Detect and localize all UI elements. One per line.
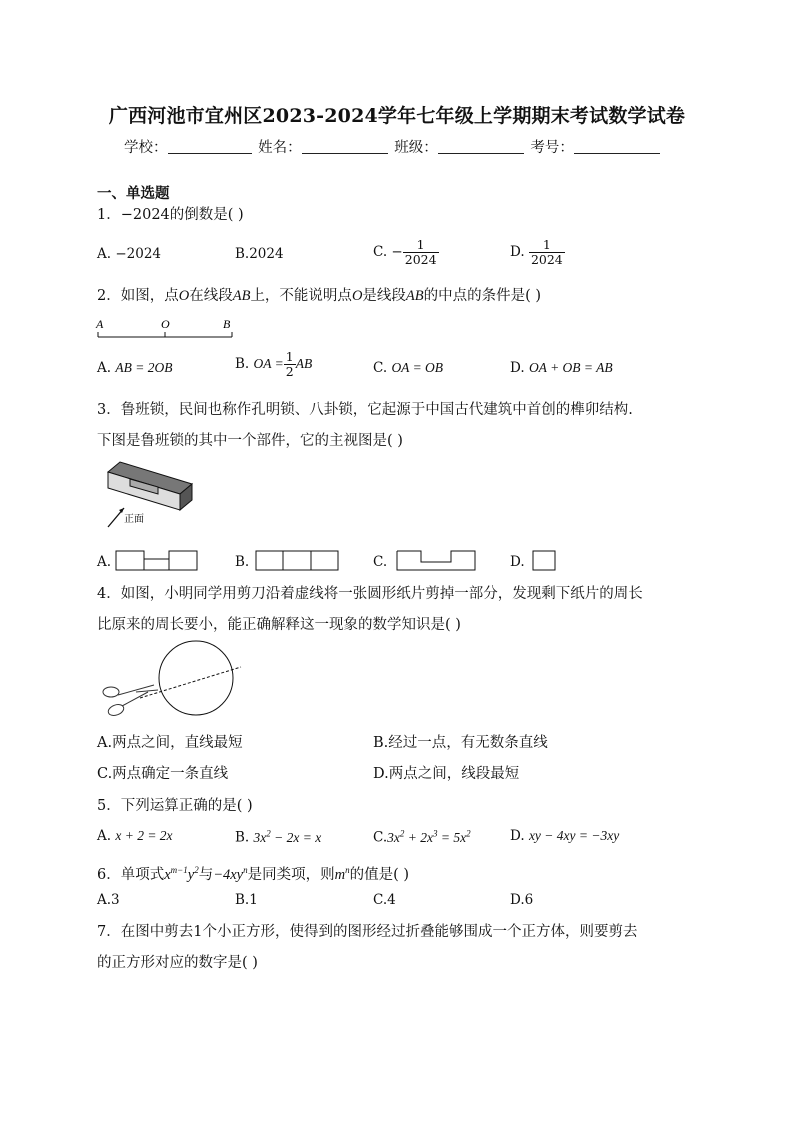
q1-option-b[interactable]: B.2024 [235,246,284,262]
q4-option-c[interactable]: C.两点确定一条直线 [97,766,229,782]
number-blank[interactable] [574,139,660,154]
q5-option-d[interactable]: D. xy − 4xy = −3xy [510,828,620,844]
q6-stem: 6．单项式$x^{m-1}y^2$与$-4xy^n$是同类项，则$m^n$的值是( ) [97,865,410,883]
q3-line-1: 3．鲁班锁，民间也称作孔明锁、八卦锁，它起源于中国古代建筑中首创的榫卯结构. [97,402,633,418]
fraction: $\frac{1}{2}$ [285,349,294,379]
fraction: $\frac{1}{2024}$ [404,237,437,267]
name-blank[interactable] [302,139,388,154]
q6-option-a[interactable]: A.3 [97,892,120,908]
q1-option-c[interactable]: C. − $\frac{1}{2024}$ [373,237,437,267]
q4-option-d[interactable]: D.两点之间，线段最短 [373,766,520,782]
q7-line-1: 7．在图中剪去1个小正方形，使得到的图形经过折叠能够围成一个正方体，则要剪去 [97,924,638,940]
q5-option-c[interactable]: $C.3x^2 + 2x^3 = 5x^2$ [373,828,471,846]
number-label: 考号： [530,140,574,156]
front-label: 正面 [124,514,144,525]
front-view-c-icon [391,549,477,571]
q3-option-c[interactable]: C. [373,549,477,571]
q2-option-d[interactable]: D. OA + OB = AB [510,360,613,376]
point-b-label: B [223,317,231,331]
point-o-label: O [161,317,170,331]
student-info-line [124,136,662,157]
segment-ab-figure [94,314,244,346]
q7-line-2: 的正方形对应的数字是( ) [97,955,258,971]
luban-lock-figure [100,460,200,532]
q4-line-1: 4．如图，小明同学用剪刀沿着虚线将一张圆形纸片剪掉一部分，发现剩下纸片的周长 [97,586,643,602]
point-a-label: A [96,317,104,331]
scissors-icon [103,685,158,717]
circle-cut-figure [96,640,246,722]
q4-option-a[interactable]: A.两点之间，直线最短 [97,735,243,751]
q6-option-d[interactable]: D.6 [510,892,534,908]
q4-line-2: 比原来的周长要小，能正确解释这一现象的数学知识是( ) [97,617,461,633]
q3-option-d[interactable]: D. [510,549,559,571]
q1-option-a[interactable]: A. −2024 [97,246,161,262]
q4-option-b[interactable]: B.经过一点，有无数条直线 [373,735,548,751]
school-label: 学校： [124,140,168,156]
q3-line-2: 下图是鲁班锁的其中一个部件，它的主视图是( ) [97,433,403,449]
q1-option-d[interactable]: D. $\frac{1}{2024}$ [510,237,563,267]
front-view-d-icon [529,549,559,571]
q2-stem: 2．如图，点O在线段AB上，不能说明点O是线段AB的中点的条件是( ) [97,288,542,304]
q2-option-b[interactable]: B. OA = $\frac{1}{2}$ AB [235,349,313,379]
front-view-a-icon [115,549,199,571]
q6-option-c[interactable]: C.4 [373,892,396,908]
page-title: 广西河池市宜州区2023-2024学年七年级上学期期末考试数学试卷 [108,105,686,127]
class-blank[interactable] [438,139,524,154]
class-label: 班级： [394,140,438,156]
q5-option-a[interactable]: A. x + 2 = 2x [97,828,173,844]
q5-option-b[interactable]: B. $3x^2 - 2x = x$ [235,828,322,846]
fraction: $\frac{1}{2024}$ [530,237,563,267]
q3-option-b[interactable]: B. [235,549,340,571]
q1-stem: 1．−2024的倒数是( ) [97,207,244,223]
q5-stem: 5．下列运算正确的是( ) [97,798,253,814]
q3-option-a[interactable]: A. [97,549,199,571]
q6-option-b[interactable]: B.1 [235,892,258,908]
section-heading: 一、单选题 [97,185,170,202]
name-label: 姓名： [258,140,302,156]
q2-option-c[interactable]: C. OA = OB [373,360,444,376]
school-blank[interactable] [168,139,252,154]
front-view-b-icon [254,549,340,571]
q2-option-a[interactable]: A. AB = 2OB [97,360,173,376]
